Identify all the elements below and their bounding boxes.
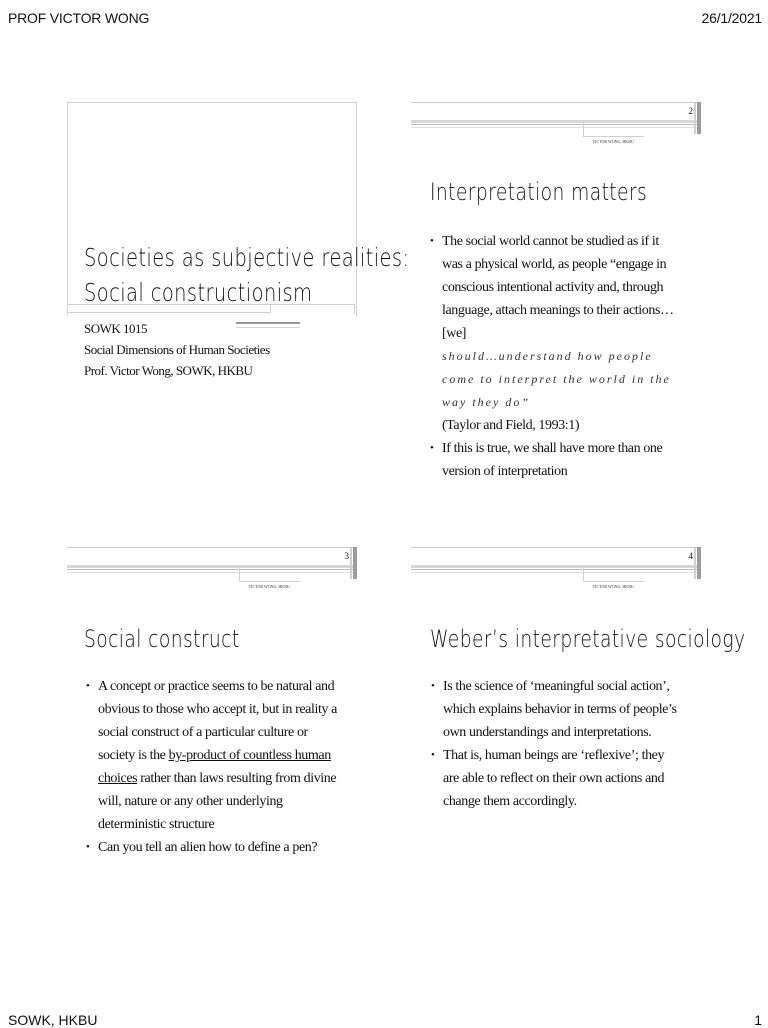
slide-3-title: Social construct: [84, 625, 240, 653]
page-footer-left: SOWK, HKBU: [8, 1012, 98, 1028]
course-code: SOWK 1015: [84, 321, 148, 336]
slide-1-subtitle: [84, 318, 270, 381]
slide-1-title: [84, 240, 409, 310]
bullet-item: • The social world cannot be studied as if it was a physical world, as people “engage in conscious intentional activity and, through language, attach meanings to their actions…[we] should…understand how people come to interpret the world in the way they do” (Taylor and Field, 1993:1): [430, 230, 680, 437]
slide-2-bullets: [430, 230, 680, 483]
slide-2-title: Interpretation matters: [430, 178, 648, 206]
page-header-left: PROF VICTOR WONG: [8, 10, 150, 26]
bullet-item: • Can you tell an alien how to define a pen?: [86, 836, 338, 859]
page-number: 1: [754, 1012, 762, 1028]
slide-4-bullets: [431, 675, 681, 813]
slide-3-bullets: [86, 675, 338, 859]
slide-credit: VICTOR WONG, HKBU: [248, 584, 290, 589]
bullet-item: • That is, human beings are ‘reflexive’; they are able to reflect on their own actions and change them accordingly.: [431, 744, 681, 813]
course-name: Social Dimensions of Human Societies: [84, 342, 270, 357]
bullet-item: • Is the science of ‘meaningful social action’, which explains behavior in terms of people’s own understandings and interpretations.: [431, 675, 681, 744]
divider: [67, 312, 270, 313]
slide-number: 2: [688, 106, 693, 116]
slide-credit: VICTOR WONG, HKBU: [592, 584, 634, 589]
slide-header-bar: [411, 547, 701, 589]
slide-1-title-line2: Social constructionism: [84, 278, 313, 307]
slide-number: 3: [344, 551, 349, 561]
page-header-date: 26/1/2021: [701, 10, 762, 26]
bullet-item: • A concept or practice seems to be natural and obvious to those who accept it, but in reality a social construct of a particular culture or society is the by-product of countless human choices rather than laws resulting from divine will, nature or any other underlying deterministic structure: [86, 675, 338, 836]
slide-number: 4: [688, 551, 693, 561]
lecturer: Prof. Victor Wong, SOWK, HKBU: [84, 363, 253, 378]
bullet-item: • If this is true, we shall have more than one version of interpretation: [430, 437, 680, 483]
slide-header-bar: [411, 102, 701, 144]
slide-credit: VICTOR WONG, HKBU: [592, 139, 634, 144]
slide-header-bar: [67, 547, 357, 589]
slide-1-title-line1: Societies as subjective realities:: [84, 243, 410, 272]
slide-4-title: Weber’s interpretative sociology: [430, 625, 746, 653]
